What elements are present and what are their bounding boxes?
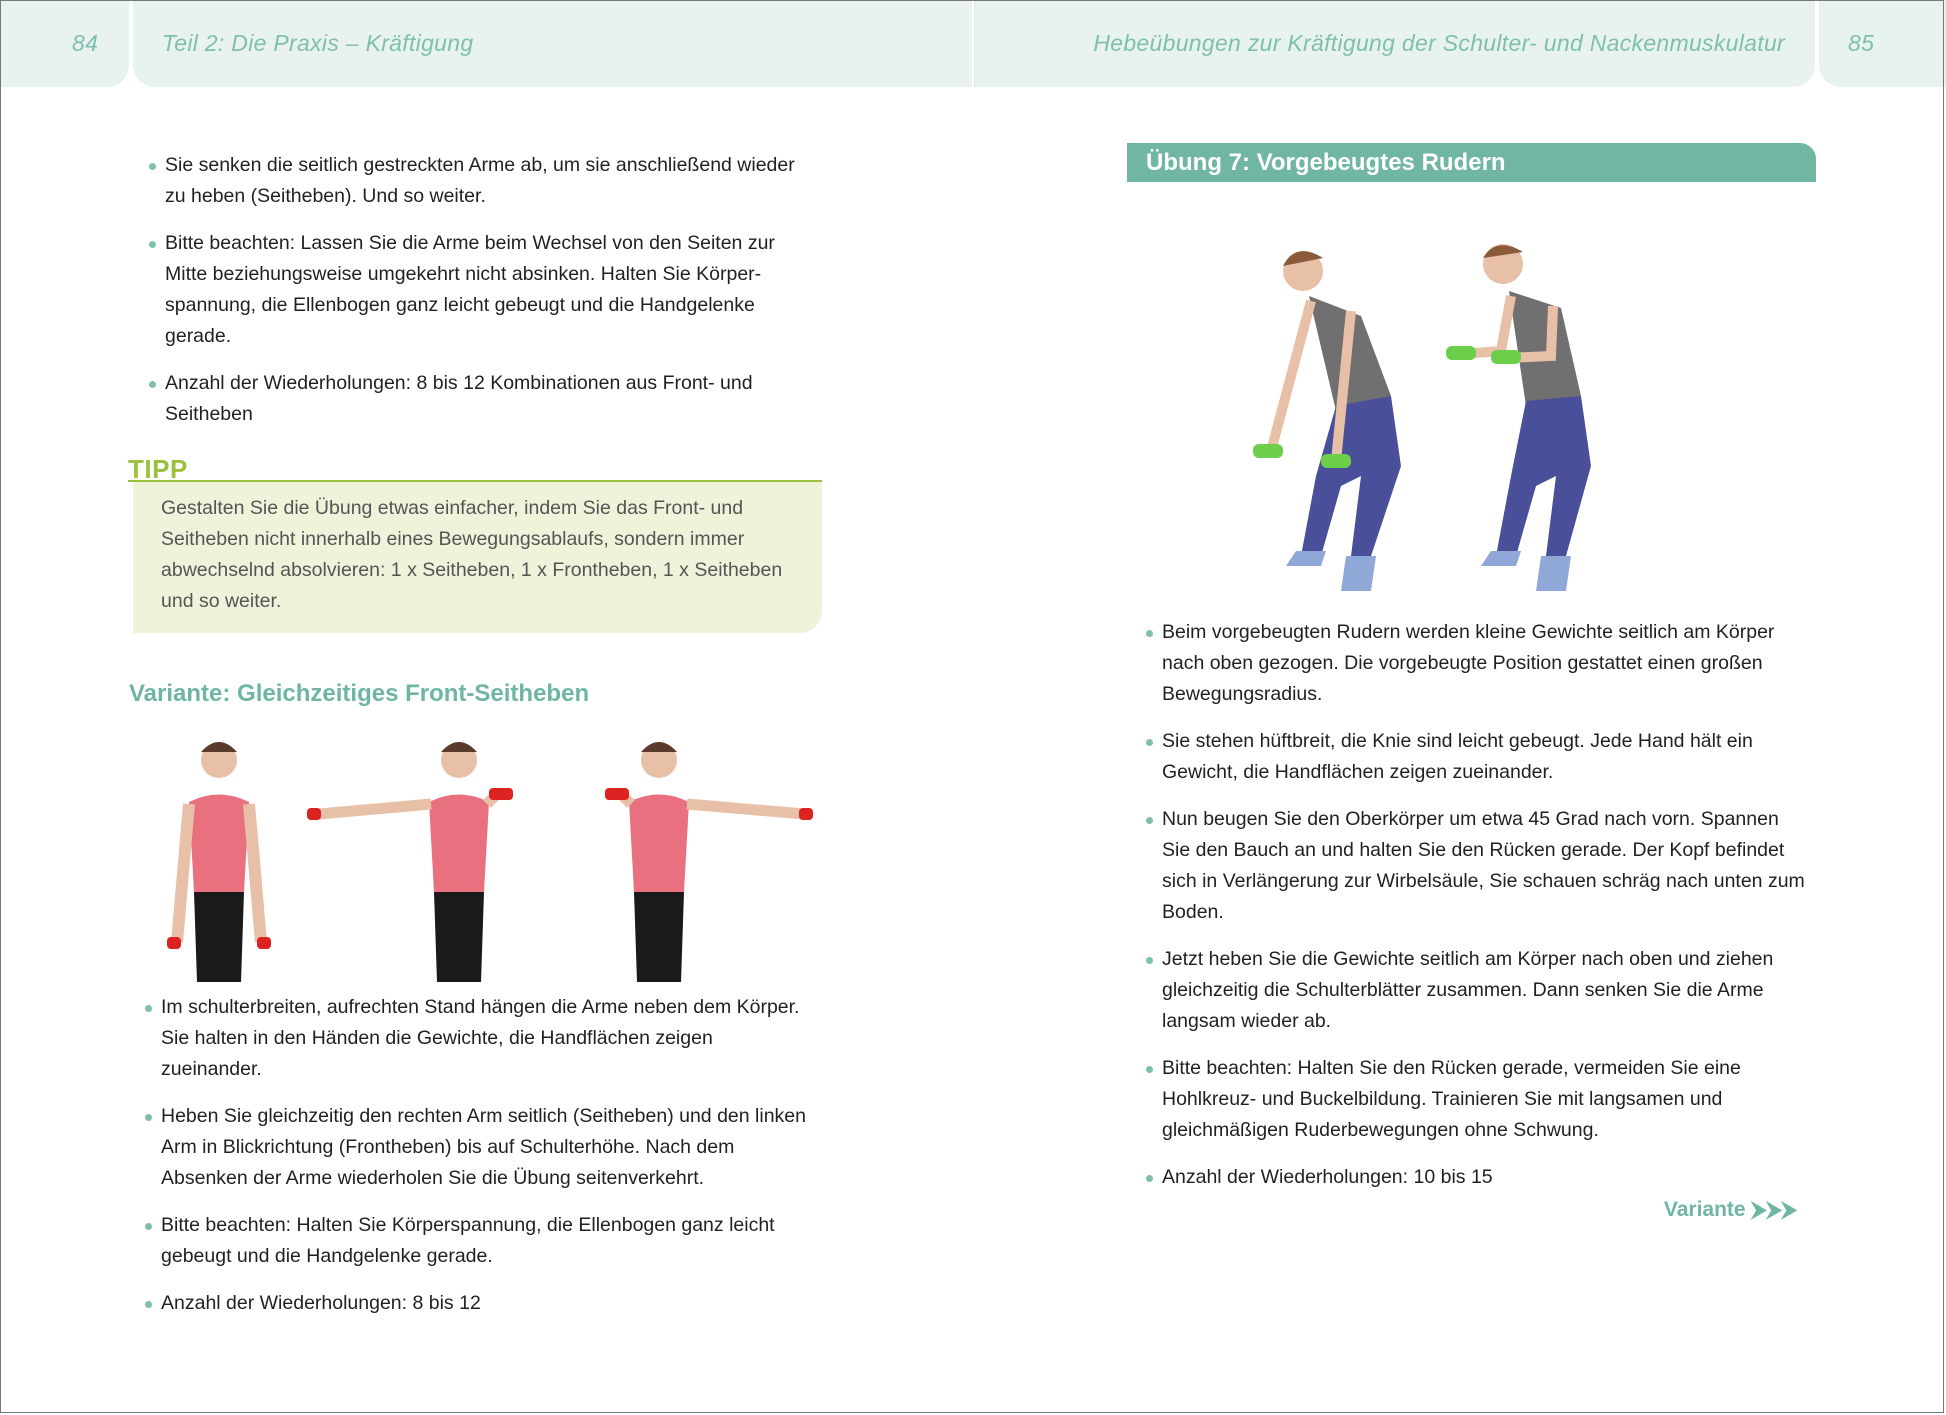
exercise-photo-front-lateral-raise [149, 732, 839, 982]
tipp-label: TIPP [128, 454, 188, 484]
left-running-header [133, 0, 972, 87]
variant-heading: Variante: Gleichzeitiges Front-Seitheben [129, 680, 590, 707]
bullet-list-right [1162, 617, 1812, 1209]
tipp-text: Gestalten Sie die Übung etwas einfacher, indem Sie das Front- und Seitheben nicht innerhalb eines Bewegungsablaufs, sondern immer abwechselnd absolvieren: 1 x Seitheben, 1 x Frontheben, 1 x Seitheben und so weiter. [161, 497, 783, 612]
list-item: Heben Sie gleichzeitig den rechten Arm seitlich (Seitheben) und den linken Arm in Blickrichtung (Frontheben) bis auf Schulterhöhe. Nach dem Absenken der Arme wiederholen Sie die Übung seitenverkehrt. [161, 1101, 811, 1194]
list-item: Im schulterbreiten, aufrechten Stand hängen die Arme neben dem Körper. Sie halten in den Händen die Gewichte, die Handflächen zeigen zueinander. [161, 992, 811, 1085]
list-item: Anzahl der Wiederholungen: 8 bis 12 [161, 1288, 811, 1319]
list-item: Anzahl der Wiederholungen: 10 bis 15 [1162, 1162, 1812, 1193]
list-item: Anzahl der Wiederholungen: 8 bis 12 Kombinationen aus Front- und Seitheben [165, 368, 815, 430]
bullet-list-bottom [161, 992, 811, 1335]
figure-arm-front-side [605, 742, 813, 982]
right-running-title: Hebeübungen zur Kräftigung der Schulter- und Nackenmuskulatur [1093, 30, 1785, 56]
left-page-number-tab [0, 0, 129, 87]
exercise-photo-bent-over-row [1241, 236, 1641, 596]
right-running-header [974, 0, 1815, 87]
list-item: Bitte beachten: Halten Sie den Rücken gerade, vermeiden Sie eine Hohlkreuz- und Buckelbildung. Trainieren Sie mit langsamen und gleichmäßigen Ruderbewegungen ohne Schwung. [1162, 1053, 1812, 1146]
list-item: Sie stehen hüftbreit, die Knie sind leicht gebeugt. Jede Hand hält ein Gewicht, die Handflächen zeigen zueinander. [1162, 726, 1812, 788]
right-page-number-tab [1819, 0, 1946, 87]
exercise-heading: Übung 7: Vorgebeugtes Rudern [1146, 149, 1506, 176]
list-item: Jetzt heben Sie die Gewichte seitlich am Körper nach oben und ziehen gleichzeitig die Schulterblätter zusammen. Dann senken Sie die Arme langsam wieder ab. [1162, 944, 1812, 1037]
list-item: Sie senken die seitlich gestreckten Arme ab, um sie anschließend wieder zu heben (Seitheben). Und so weiter. [165, 150, 815, 212]
divider [128, 480, 822, 482]
bullet-list-top [165, 150, 815, 446]
figure-arm-side-front [307, 742, 513, 982]
exercise-heading-bar [1127, 143, 1816, 182]
left-page-number: 84 [72, 30, 99, 56]
variant-continue-link[interactable]: Variante ⮞⮞⮞ [1663, 1198, 1797, 1221]
list-item: Beim vorgebeugten Rudern werden kleine Gewichte seitlich am Körper nach oben gezogen. Die vorgebeugte Position gestattet einen großen Bewegungsradius. [1162, 617, 1812, 710]
list-item: Bitte beachten: Lassen Sie die Arme beim Wechsel von den Seiten zur Mitte beziehungsweise umgekehrt nicht absinken. Halten Sie Körperspannung, die Ellenbogen ganz leicht gebeugt und die Handgelenke gerade. [165, 228, 815, 352]
list-item: Bitte beachten: Halten Sie Körperspannung, die Ellenbogen ganz leicht gebeugt und die Handgelenke gerade. [161, 1210, 811, 1272]
figure-standing [167, 742, 271, 982]
figure-bent-arms-down [1253, 251, 1401, 591]
left-running-title: Teil 2: Die Praxis – Kräftigung [162, 30, 474, 56]
list-item: Nun beugen Sie den Oberkörper um etwa 45 Grad nach vorn. Spannen Sie den Bauch an und halten Sie den Rücken gerade. Der Kopf befindet sich in Verlängerung zur Wirbelsäule, Sie schauen schräg nach unten zum Boden. [1162, 804, 1812, 928]
figure-bent-arms-up [1446, 244, 1591, 591]
right-page-number: 85 [1848, 30, 1875, 56]
